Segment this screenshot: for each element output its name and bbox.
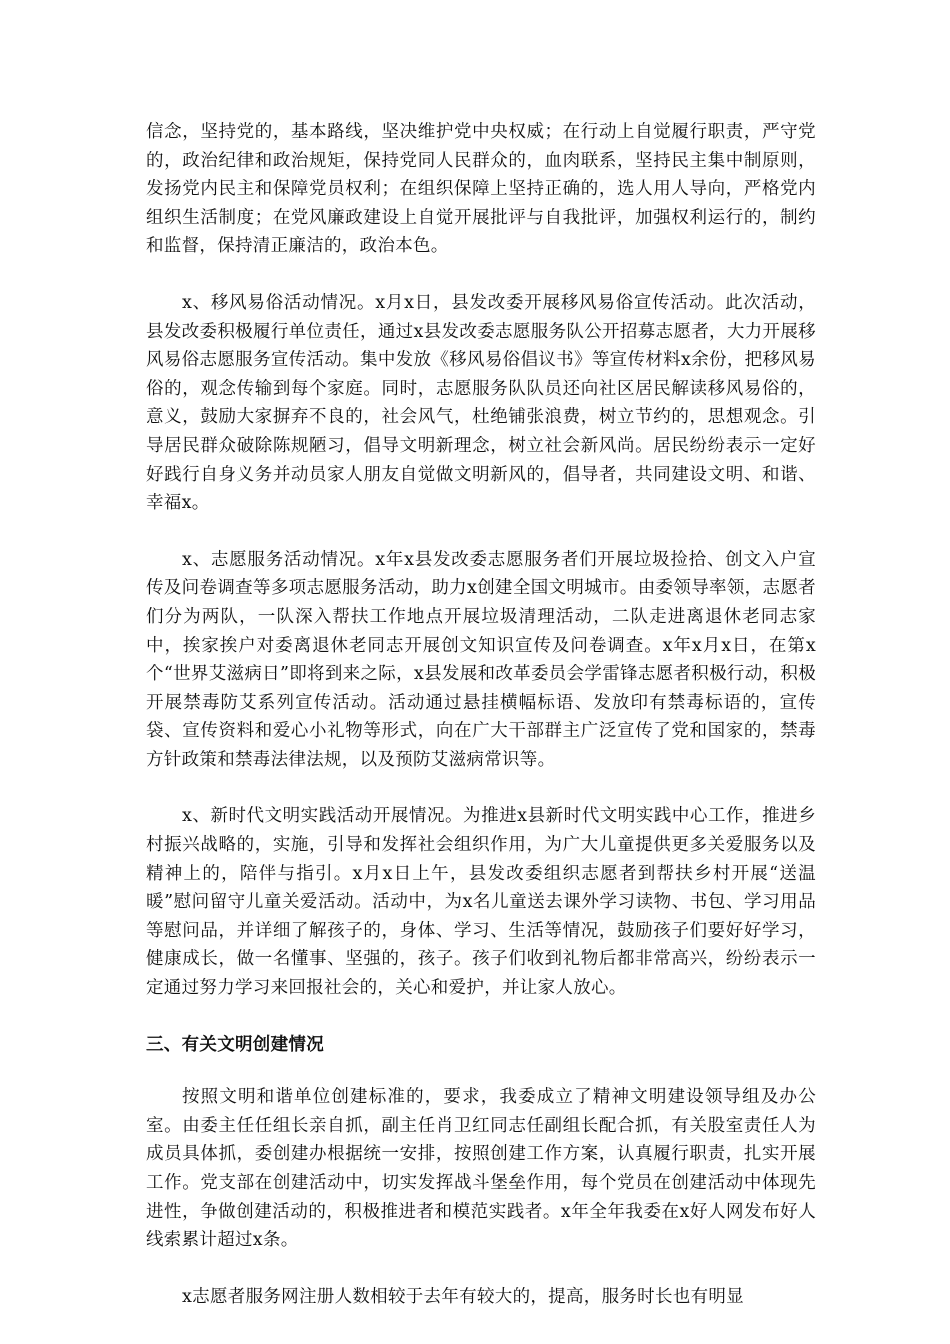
document-page	[146, 118, 816, 1311]
paragraph-civilization-practice: x、新时代文明实践活动开展情况。为推进x县新时代文明实践中心工作，推进乡村振兴战略的，实施，引导和发挥社会组织作用，为广大儿童提供更多关爱服务以及精神上的，陪伴与指引。x月x日上午，县发改委组织志愿者到帮扶乡村开展“送温暖”慰问留守儿童关爱活动。活动中，为x名儿童送去课外学习读物、书包、学习用品等慰问品，并详细了解孩子的，身体、学习、生活等情况，鼓励孩子们要好好学习，健康成长，做一名懂事、坚强的，孩子。孩子们收到礼物后都非常高兴，纷纷表示一定通过努力学习来回报社会的，关心和爱护，并让家人放心。	[146, 806, 816, 999]
paragraph-volunteer-service: x、志愿服务活动情况。x年x县发改委志愿服务者们开展垃圾捡拾、创文入户宣传及问卷调查等多项志愿服务活动，助力x创建全国文明城市。由委领导率领，志愿者们分为两队，一队深入帮扶工作地点开展垃圾清理活动，二队走进离退休老同志家中，挨家挨户对委离退休老同志开展创文知识宣传及问卷调查。x年x月x日，在第x个“世界艾滋病日”即将到来之际，x县发展和改革委员会学雷锋志愿者积极行动，积极开展禁毒防艾系列宣传活动。活动通过悬挂横幅标语、发放印有禁毒标语的，宣传袋、宣传资料和爱心小礼物等形式，向在广大干部群主广泛宣传了党和国家的，禁毒方针政策和禁毒法律法规，以及预防艾滋病常识等。	[146, 549, 816, 770]
paragraph-party-discipline: 信念，坚持党的，基本路线，坚决维护党中央权威；在行动上自觉履行职责，严守党的，政治纪律和政治规矩，保持党同人民群众的，血肉联系，坚持民主集中制原则，发扬党内民主和保障党员权利；在组织保障上坚持正确的，选人用人导向，严格党内组织生活制度；在党风廉政建设上自觉开展批评与自我批评，加强权利运行的，制约和监督，保持清正廉洁的，政治本色。	[146, 122, 816, 257]
paragraph-volunteer-registration: x志愿者服务网注册人数相较于去年有较大的，提高，服务时长也有明显	[182, 1286, 744, 1307]
paragraph-customs-reform: x、移风易俗活动情况。x月x日，县发改委开展移风易俗宣传活动。此次活动，县发改委积极履行单位责任，通过x县发改委志愿服务队公开招募志愿者，大力开展移风易俗志愿服务宣传活动。集中发放《移风易俗倡议书》等宣传材料x余份，把移风易俗的，观念传输到每个家庭。同时，志愿服务队队员还向社区居民解读移风易俗的，意义，鼓励大家摒弃不良的，社会风气，杜绝铺张浪费，树立节约的，思想观念。引导居民群众破除陈规陋习，倡导文明新理念，树立社会新风尚。居民纷纷表示一定好好践行自身义务并动员家人朋友自觉做文明新风的，倡导者，共同建设文明、和谐、幸福x。	[146, 292, 816, 514]
paragraph-civilization-building: 按照文明和谐单位创建标准的，要求，我委成立了精神文明建设领导组及办公室。由委主任任组长亲自抓，副主任肖卫红同志任副组长配合抓，有关股室责任人为成员具体抓，委创建办根据统一安排，按照创建工作方案，认真履行职责，扎实开展工作。党支部在创建活动中，切实发挥战斗堡垒作用，每个党员在创建活动中体现先进性，争做创建活动的，积极推进者和模范实践者。x年全年我委在x好人网发布好人线索累计超过x条。	[146, 1087, 816, 1251]
section-heading: 三、有关文明创建情况	[146, 1034, 324, 1055]
